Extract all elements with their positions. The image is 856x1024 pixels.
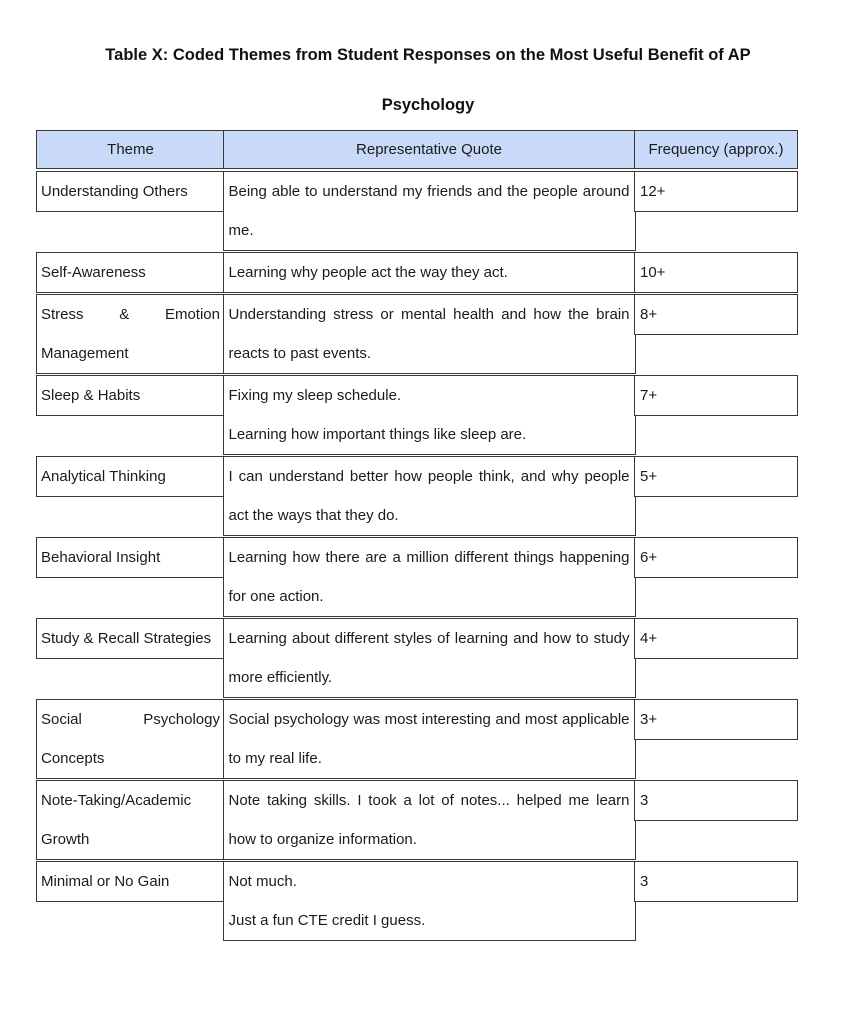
theme-cell: Analytical Thinking bbox=[36, 456, 224, 497]
frequency-cell: 12+ bbox=[634, 171, 798, 212]
theme-cell: Study & Recall Strategies bbox=[36, 618, 224, 659]
table-row bbox=[36, 456, 802, 536]
quote-cell bbox=[223, 456, 636, 536]
quote-paragraph: Learning how important things like sleep are. bbox=[228, 426, 527, 443]
theme-cell: Behavioral Insight bbox=[36, 537, 224, 578]
table-row bbox=[36, 537, 802, 617]
header-frequency: Frequency (approx.) bbox=[634, 130, 798, 169]
frequency-cell: 10+ bbox=[634, 252, 798, 293]
frequency-cell: 8+ bbox=[634, 294, 798, 335]
theme-cell: Sleep & Habits bbox=[36, 375, 224, 416]
table-row bbox=[36, 252, 802, 293]
quote-paragraph: Social psychology was most interesting and most applicable to my real life. bbox=[228, 711, 630, 767]
theme-cell: Minimal or No Gain bbox=[36, 861, 224, 902]
theme-cell: Self-Awareness bbox=[36, 252, 224, 293]
frequency-cell: 5+ bbox=[634, 456, 798, 497]
quote-paragraph: Learning how there are a million different things happening for one action. bbox=[228, 549, 630, 605]
table-row bbox=[36, 171, 802, 251]
table-title-line2: Psychology bbox=[381, 96, 475, 114]
header-theme: Theme bbox=[36, 130, 224, 169]
quote-cell bbox=[223, 537, 636, 617]
theme-cell: Social Psychology Concepts bbox=[36, 699, 224, 779]
quote-paragraph: I can understand better how people think, and why people act the ways that they do. bbox=[228, 468, 630, 524]
quote-paragraph: Understanding stress or mental health and how the brain reacts to past events. bbox=[228, 306, 630, 362]
quote-paragraph: Not much. bbox=[228, 873, 297, 890]
quote-paragraph: Fixing my sleep schedule. bbox=[228, 387, 402, 404]
table-title bbox=[0, 30, 856, 130]
quote-paragraph: Learning about different styles of learning and how to study more efficiently. bbox=[228, 630, 630, 686]
table-row bbox=[36, 699, 802, 779]
quote-paragraph: Note taking skills. I took a lot of notes... helped me learn how to organize information. bbox=[228, 792, 630, 848]
theme-cell: Understanding Others bbox=[36, 171, 224, 212]
table-row bbox=[36, 780, 802, 860]
coded-themes-table bbox=[36, 130, 802, 941]
table-header-row bbox=[36, 130, 802, 169]
quote-cell bbox=[223, 252, 636, 293]
theme-cell: Note-Taking/Academic Growth bbox=[36, 780, 224, 860]
table-row bbox=[36, 375, 802, 455]
table-row bbox=[36, 294, 802, 374]
frequency-cell: 7+ bbox=[634, 375, 798, 416]
table-row bbox=[36, 618, 802, 698]
quote-cell bbox=[223, 861, 636, 941]
quote-paragraph: Being able to understand my friends and the people around me. bbox=[228, 183, 630, 239]
quote-cell bbox=[223, 618, 636, 698]
frequency-cell: 3 bbox=[634, 861, 798, 902]
table-row bbox=[36, 861, 802, 941]
quote-paragraph: Learning why people act the way they act. bbox=[228, 264, 508, 281]
quote-cell bbox=[223, 699, 636, 779]
theme-cell: Stress & Emotion Management bbox=[36, 294, 224, 374]
table-title-line1: Table X: Coded Themes from Student Responses on the Most Useful Benefit of AP bbox=[105, 46, 751, 64]
document-page bbox=[0, 30, 856, 1024]
frequency-cell: 3 bbox=[634, 780, 798, 821]
quote-cell bbox=[223, 294, 636, 374]
frequency-cell: 3+ bbox=[634, 699, 798, 740]
frequency-cell: 4+ bbox=[634, 618, 798, 659]
quote-cell bbox=[223, 171, 636, 251]
quote-paragraph: Just a fun CTE credit I guess. bbox=[228, 912, 426, 929]
frequency-cell: 6+ bbox=[634, 537, 798, 578]
header-representative-quote: Representative Quote bbox=[223, 130, 636, 169]
quote-cell bbox=[223, 375, 636, 455]
quote-cell bbox=[223, 780, 636, 860]
